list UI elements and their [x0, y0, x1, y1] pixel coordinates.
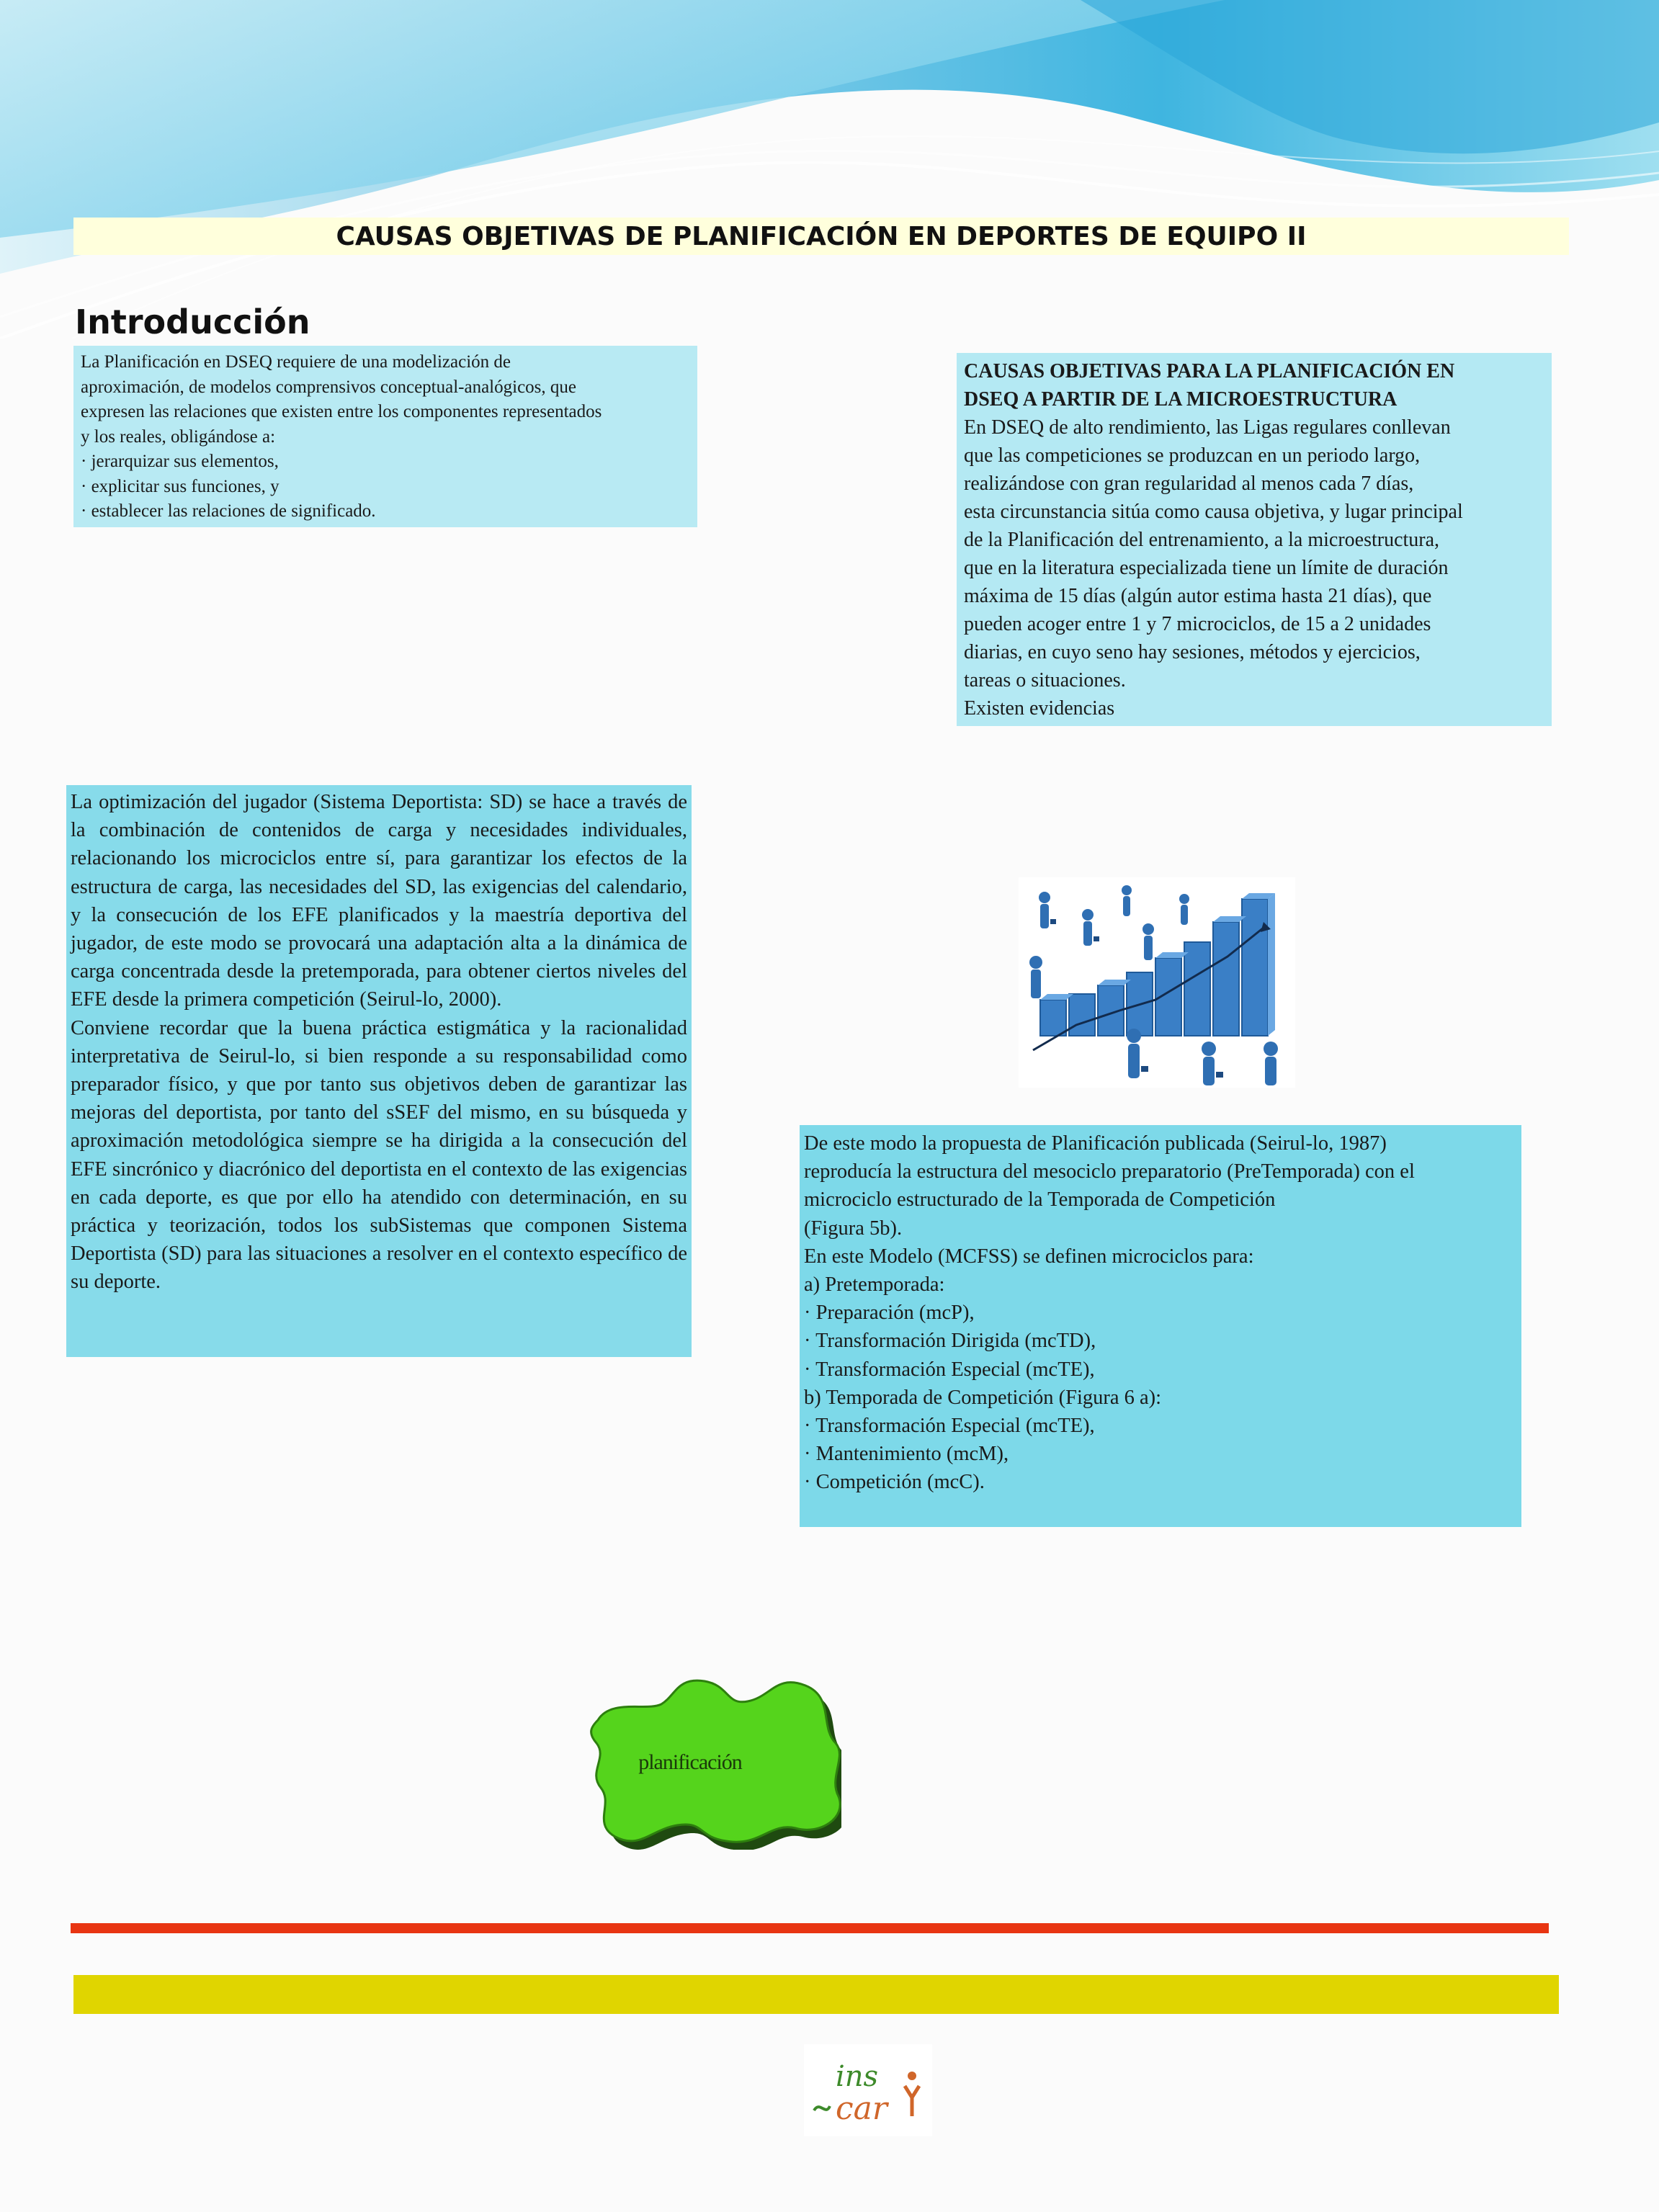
modelo-line: b) Temporada de Competición (Figura 6 a):: [804, 1386, 1162, 1409]
red-divider-line: [71, 1923, 1549, 1933]
causas-heading: DSEQ A PARTIR DE LA MICROESTRUCTURA: [964, 388, 1398, 411]
modelo-text-box: [800, 1125, 1521, 1527]
causas-line: tareas o situaciones.: [964, 669, 1126, 691]
causas-line: que en la literatura especializada tiene un límite de duración: [964, 557, 1449, 579]
modelo-line: (Figura 5b).: [804, 1217, 903, 1240]
causas-line: máxima de 15 días (algún autor estima hasta 21 días), que: [964, 585, 1432, 607]
intro-line: expresen las relaciones que existen entre los componentes representados: [81, 402, 602, 421]
causas-line: En DSEQ de alto rendimiento, las Ligas regulares conllevan: [964, 416, 1451, 439]
causas-line: realizándose con gran regularidad al menos cada 7 días,: [964, 473, 1414, 495]
business-people-chart-image: [1019, 877, 1295, 1088]
modelo-line: microciclo estructurado de la Temporada de Competición: [804, 1188, 1276, 1212]
modelo-line: En este Modelo (MCFSS) se definen microciclos para:: [804, 1245, 1254, 1268]
puzzle-label: planificación: [638, 1750, 742, 1774]
intro-line: · establecer las relaciones de significado.: [81, 501, 376, 521]
causas-line: diarias, en cuyo seno hay sesiones, métodos y ejercicios,: [964, 641, 1421, 663]
planificacion-puzzle-graphic: [582, 1670, 841, 1850]
logo-text-top: ins: [836, 2060, 879, 2093]
causas-line: de la Planificación del entrenamiento, a la microestructura,: [964, 529, 1440, 551]
optimizacion-paragraph-2: Conviene recordar que la buena práctica estigmática y la racionalidad interpretativa de Seirul-lo, si bien responde a su responsabilidad como preparador físico, y que por tanto sus objetivos deben de garantizar las mejoras del deportista, por tanto del sSEF del mismo, en su búsqueda y aproximación metodológica siempre se ha dirigida a la consecución del EFE sincrónico y diacrónico del deportista en el contexto de las exigencias en cada deporte, es que por ello ha atendido con determinación, en su práctica y teorización, todos los subSistemas que componen Sistema Deportista (SD) para las situaciones a resolver en el contexto específico de su deporte.: [71, 1016, 687, 1294]
modelo-line: · Preparación (mcP),: [804, 1302, 975, 1325]
inscar-logo: [804, 2044, 932, 2136]
modelo-line: De este modo la propuesta de Planificación publicada (Seirul-lo, 1987): [804, 1132, 1387, 1155]
modelo-line: a) Pretemporada:: [804, 1273, 945, 1297]
causas-line: pueden acoger entre 1 y 7 microciclos, de 15 a 2 unidades: [964, 613, 1431, 635]
optimizacion-paragraph-1: La optimización del jugador (Sistema Deportista: SD) se hace a través de la combinación de contenidos de carga y necesidades individuales, relacionando los microciclos entre sí, para garantizar los efectos de la estructura de carga, las necesidades del SD, las exigencias del calendario, y la consecución de los EFE planificados y la maestría deportiva del jugador, de este modo se provocará una adaptación alta a la dinámica de carga concentrada desde la pretemporada, para obtener ciertos niveles del EFE desde la primera competición (Seirul-lo, 2000).: [71, 791, 687, 1011]
header-wave-decoration: [0, 0, 1659, 339]
intro-line: y los reales, obligándose a:: [81, 426, 276, 447]
causas-line: Existen evidencias: [964, 697, 1115, 720]
intro-line: aproximación, de modelos comprensivos conceptual-analógicos, que: [81, 377, 576, 397]
modelo-line: · Transformación Especial (mcTE),: [804, 1358, 1095, 1381]
intro-line: · explicitar sus funciones, y: [81, 476, 280, 496]
intro-line: · jerarquizar sus elementos,: [81, 452, 279, 471]
modelo-line: · Competición (mcC).: [804, 1471, 985, 1494]
causas-line: esta circunstancia sitúa como causa objetiva, y lugar principal: [964, 501, 1463, 523]
logo-text-bottom: car: [836, 2090, 887, 2127]
modelo-line: · Transformación Dirigida (mcTD),: [804, 1330, 1096, 1353]
intro-heading: Introducción: [75, 303, 310, 341]
causas-heading: CAUSAS OBJETIVAS PARA LA PLANIFICACIÓN EN: [964, 360, 1455, 382]
modelo-line: · Mantenimiento (mcM),: [804, 1443, 1009, 1466]
modelo-line: · Transformación Especial (mcTE),: [804, 1415, 1095, 1438]
causas-text-box: [957, 353, 1552, 726]
optimizacion-text-box: [66, 785, 692, 1357]
poster-title: CAUSAS OBJETIVAS DE PLANIFICACIÓN EN DEPORTES DE EQUIPO II: [73, 218, 1569, 255]
modelo-line: reproducía la estructura del mesociclo preparatorio (PreTemporada) con el: [804, 1160, 1415, 1183]
causas-line: que las competiciones se produzcan en un periodo largo,: [964, 444, 1421, 467]
intro-text-box: [73, 346, 697, 527]
yellow-footer-bar: [73, 1975, 1559, 2014]
intro-line: La Planificación en DSEQ requiere de una modelización de: [81, 352, 511, 372]
